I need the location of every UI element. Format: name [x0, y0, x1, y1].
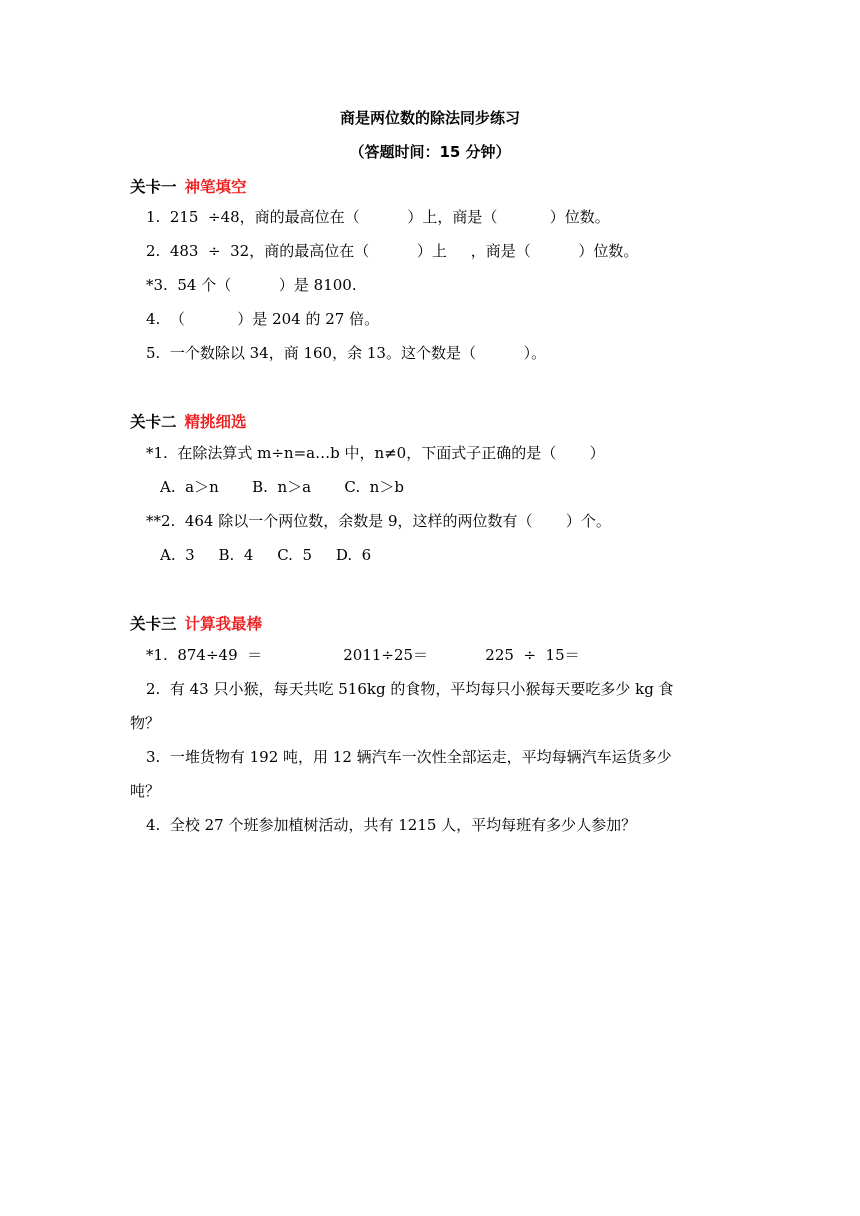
section-1-question-2: 2. 483 ÷ 32，商的最高位在（ ）上 ，商是（ ）位数。	[146, 242, 639, 260]
section-2-heading	[130, 410, 247, 432]
section-3-question-2-cont: 物？	[130, 714, 161, 732]
section-3-question-1: *1. 874÷49 ＝ 2011÷25＝ 225 ÷ 15＝	[146, 646, 580, 664]
section-1-name: 神笔填空	[184, 178, 247, 196]
section-3-name: 计算我最棒	[184, 615, 263, 633]
section-1-heading	[130, 175, 247, 197]
section-1-question-3: *3. 54 个（ ）是 8100.	[146, 276, 357, 294]
section-3-label: 关卡三	[130, 615, 177, 633]
section-3-question-4: 4. 全校 27 个班参加植树活动，共有 1215 人，平均每班有多少人参加？	[146, 816, 637, 834]
section-3-question-3: 3. 一堆货物有 192 吨，用 12 辆汽车一次性全部运走，平均每辆汽车运货多少	[146, 748, 672, 766]
worksheet-subtitle: （答题时间：15 分钟）	[349, 143, 511, 161]
section-1-question-1: 1. 215 ÷48，商的最高位在（ ）上，商是（ ）位数。	[146, 208, 610, 226]
section-2-question-2: **2. 464 除以一个两位数，余数是 9，这样的两位数有（ ）个。	[146, 512, 611, 530]
section-2-label: 关卡二	[130, 413, 177, 431]
section-2-question-2-options: A. 3 B. 4 C. 5 D. 6	[160, 546, 372, 564]
worksheet-title: 商是两位数的除法同步练习	[339, 109, 520, 127]
section-1-question-5: 5. 一个数除以 34，商 160，余 13。这个数是（ ）。	[146, 344, 547, 362]
section-1-question-4: 4. （ ）是 204 的 27 倍。	[146, 310, 380, 328]
section-3-question-3-cont: 吨？	[130, 782, 161, 800]
section-3-heading	[130, 612, 262, 634]
section-3-question-2: 2. 有 43 只小猴，每天共吃 516kg 的食物，平均每只小猴每天要吃多少 kg 食	[146, 680, 674, 698]
section-1-label: 关卡一	[130, 178, 177, 196]
section-2-question-1: *1. 在除法算式 m÷n=a…b 中，n≠0，下面式子正确的是（ ）	[146, 444, 605, 462]
section-2-name: 精挑细选	[184, 413, 247, 431]
section-2-question-1-options: A. a＞n B. n＞a C. n＞b	[160, 478, 404, 496]
